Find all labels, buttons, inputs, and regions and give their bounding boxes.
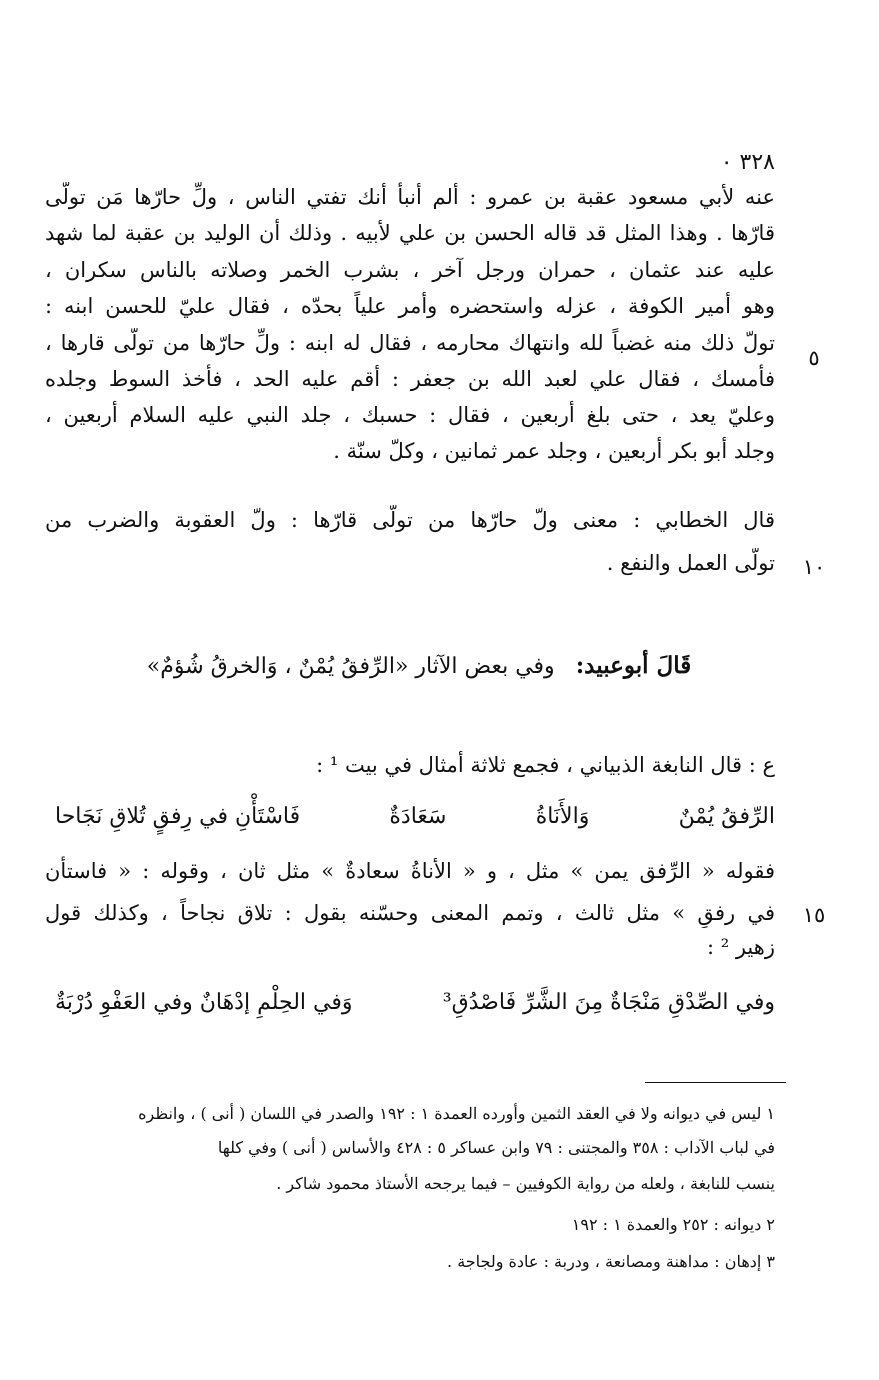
verse-part: الرِّفقُ يُمْنٌ [678, 804, 775, 829]
intro-line: ع : قال النابغة الذبياني ، فجمع ثلاثة أمثال في بيت ¹ : [316, 753, 775, 777]
footnote-line: ينسب للنابغة ، ولعله من رواية الكوفيين – فيما يرجحه الأستاذ محمود شاكر . [276, 1174, 775, 1193]
verse-zuhair [55, 990, 775, 1015]
footnote-line: في لباب الآداب : ٣٥٨ والمجتنى : ٧٩ وابن عساكر ٥ : ٤٢٨ والأساس ( أنى ) وفي كلها [217, 1138, 775, 1157]
footnote-line: ٣ إدهان : مداهنة ومصانعة ، ودربة : عادة ولجاجة . [447, 1252, 775, 1271]
footnote-separator [645, 1082, 786, 1083]
section-heading [109, 652, 729, 679]
text-line: عليه عند عثمان ، حمران ورجل آخر ، بشرب الخمر وصلاته بالناس سكران ، [45, 258, 775, 282]
text-line: في رفقٍ » مثل ثالث ، وتمم المعنى وحسّنه بقول : تلاق نجاحاً ، وكذلك قول [45, 901, 775, 925]
text-line: تولّ ذلك منه غضباً لله وانتهاك محارمه ، فقال له ابنه : ولِّ حارّها من تولّى قارها ، [45, 331, 775, 355]
margin-line-number: ٥ [808, 346, 820, 370]
verse-nabigha [55, 804, 775, 829]
verse-part: فَاسْتَأْنِ في رِفقٍ تُلاقِ نَجَاحا [55, 804, 301, 829]
footnote-line: ٢ ديوانه : ٢٥٢ والعمدة ١ : ١٩٢ [571, 1215, 775, 1234]
footnote-line: ١ ليس في ديوانه ولا في العقد الثمين وأورده العمدة ١ : ١٩٢ والصدر في اللسان ( أنى ) ، وانظره [138, 1104, 775, 1123]
verse-hemistich: وفي الصِّدْقِ مَنْجَاةٌ مِنَ الشَّرِّ فَاصْدُقِ³ [442, 990, 775, 1015]
verse-hemistich: وَفي الحِلْمِ إدْهَانٌ وفي العَفْوِ دُرْبَةٌ [55, 990, 353, 1015]
text-line: وجلد أبو بكر أربعين ، وجلد عمر ثمانين ، وكلّ سنّة . [333, 439, 775, 463]
heading-speaker: قَالَ أبوعبيد: [575, 652, 692, 679]
text-line: فقوله « الرِّفق يمن » مثل ، و « الأناةُ سعادةٌ » مثل ثان ، وقوله : « فاستأن [45, 859, 775, 883]
page-number: ٣٢٨ ٠ [720, 150, 775, 175]
text-line: تولّى العمل والنفع . [606, 551, 775, 575]
text-line: قارّها . وهذا المثل قد قاله الحسن بن علي لأبيه . وذلك أن الوليد بن عقبة لما شهد [45, 221, 775, 245]
text-line: وعليّ يعد ، حتى بلغ أربعين ، فقال : حسبك ، جلد النبي عليه السلام أربعين ، [45, 403, 775, 427]
verse-part: وَالأَنَاةُ [535, 804, 590, 829]
text-line: زهير ² : [706, 935, 775, 959]
heading-text: وفي بعض الآثار «الرِّفقُ يُمْنٌ ، وَالخرقُ شُؤمٌ» [146, 654, 555, 679]
text-line: قال الخطابي : معنى ولّ حارّها من تولّى قارّها : ولّ العقوبة والضرب من [45, 508, 775, 532]
verse-part: سَعَادَةٌ [389, 804, 447, 829]
text-line: وهو أمير الكوفة ، عزله واستحضره وأمر علياً بحدّه ، فقال عليّ للحسن ابنه : [45, 294, 775, 318]
text-line: فأمسك ، فقال علي لعبد الله بن جعفر : أقم عليه الحد ، فأخذ السوط وجلده [45, 367, 775, 391]
margin-line-number: ١٠ [802, 555, 826, 579]
text-line: عنه لأبي مسعود عقبة بن عمرو : ألم أنبأ أنك تفتي الناس ، ولِّ حارّها مَن تولّى [45, 185, 775, 209]
margin-line-number: ١٥ [802, 903, 826, 927]
